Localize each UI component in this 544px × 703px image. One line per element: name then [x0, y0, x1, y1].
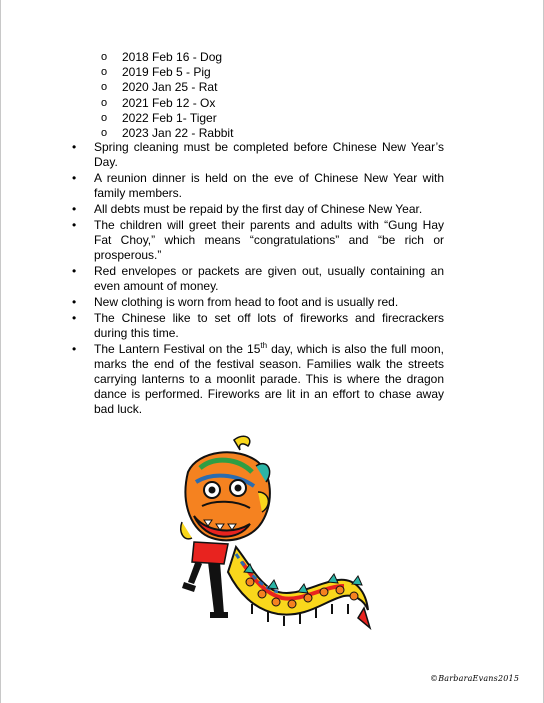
- bullet-icon: •: [72, 264, 77, 278]
- fact-text: Spring cleaning must be completed before Chinese New Year’s Day.: [94, 140, 444, 169]
- new-year-facts-list: [60, 140, 444, 418]
- lantern-fact-text: [94, 342, 444, 417]
- circle-bullet-icon: o: [101, 51, 108, 63]
- dragon-head: [181, 436, 270, 540]
- bullet-icon: •: [72, 218, 77, 232]
- zodiac-year-text: 2023 Jan 22 - Rabbit: [122, 125, 234, 140]
- page-border-left: [0, 0, 1, 703]
- circle-bullet-icon: o: [101, 96, 108, 109]
- list-item: [60, 311, 444, 341]
- bullet-icon: •: [72, 171, 77, 185]
- lantern-fact-end: day, which is also the full moon, marks the end of the festival season. Families walk the streets carrying lanterns to a moonlit parade. This is where the dragon dance is performed. Fireworks are lit in an effort to chase away bad luck.: [94, 342, 444, 416]
- fact-text: All debts must be repaid by the first day of Chinese New Year.: [94, 202, 423, 216]
- bullet-icon: •: [72, 202, 77, 216]
- list-item: [100, 96, 233, 111]
- list-item: [60, 342, 444, 417]
- zodiac-year-text: 2020 Jan 25 - Rat: [122, 80, 218, 95]
- list-item: [100, 65, 233, 80]
- copyright-text: ©BarbaraEvans2015: [430, 674, 520, 683]
- list-item: [60, 264, 444, 294]
- list-item: [60, 171, 444, 201]
- ordinal-suffix: th: [260, 341, 268, 350]
- circle-bullet-icon: o: [101, 81, 108, 94]
- fact-text: New clothing is worn from head to foot and is usually red.: [94, 295, 399, 309]
- list-item: [60, 202, 444, 217]
- list-item: [60, 295, 444, 310]
- zodiac-year-text: 2019 Feb 5 - Pig: [122, 65, 211, 80]
- bullet-icon: •: [72, 311, 77, 325]
- zodiac-year-text: 2022 Feb 1- Tiger: [122, 110, 217, 125]
- dancer-legs: [182, 542, 228, 618]
- fact-text: Red envelopes or packets are given out, usually containing an even amount of money.: [94, 264, 444, 293]
- bullet-icon: •: [72, 295, 77, 309]
- circle-bullet-icon: o: [101, 66, 108, 79]
- bullet-icon: •: [72, 342, 77, 356]
- bullet-icon: •: [72, 140, 77, 154]
- circle-bullet-icon: o: [101, 126, 108, 139]
- circle-bullet-icon: o: [101, 111, 108, 124]
- zodiac-year-text: 2021 Feb 12 - Ox: [122, 95, 216, 110]
- lantern-fact-start: The Lantern Festival on the 15: [94, 342, 261, 356]
- list-item: [60, 140, 444, 170]
- list-item: [100, 80, 233, 95]
- fact-text: The Chinese like to set off lots of fireworks and firecrackers during this time.: [94, 311, 444, 340]
- dragon-dance-illustration: [178, 432, 372, 637]
- zodiac-year-list: [100, 50, 233, 141]
- list-item: [100, 50, 233, 65]
- zodiac-year-text: 2018 Feb 16 - Dog: [122, 50, 223, 64]
- list-item: [100, 126, 233, 141]
- list-item: [60, 218, 444, 263]
- fact-text: The children will greet their parents and adults with “Gung Hay Fat Choy,” which means “congratulations” and “be rich or prosperous.”: [94, 218, 444, 262]
- fact-text: A reunion dinner is held on the eve of Chinese New Year with family members.: [94, 171, 444, 200]
- list-item: [100, 111, 233, 126]
